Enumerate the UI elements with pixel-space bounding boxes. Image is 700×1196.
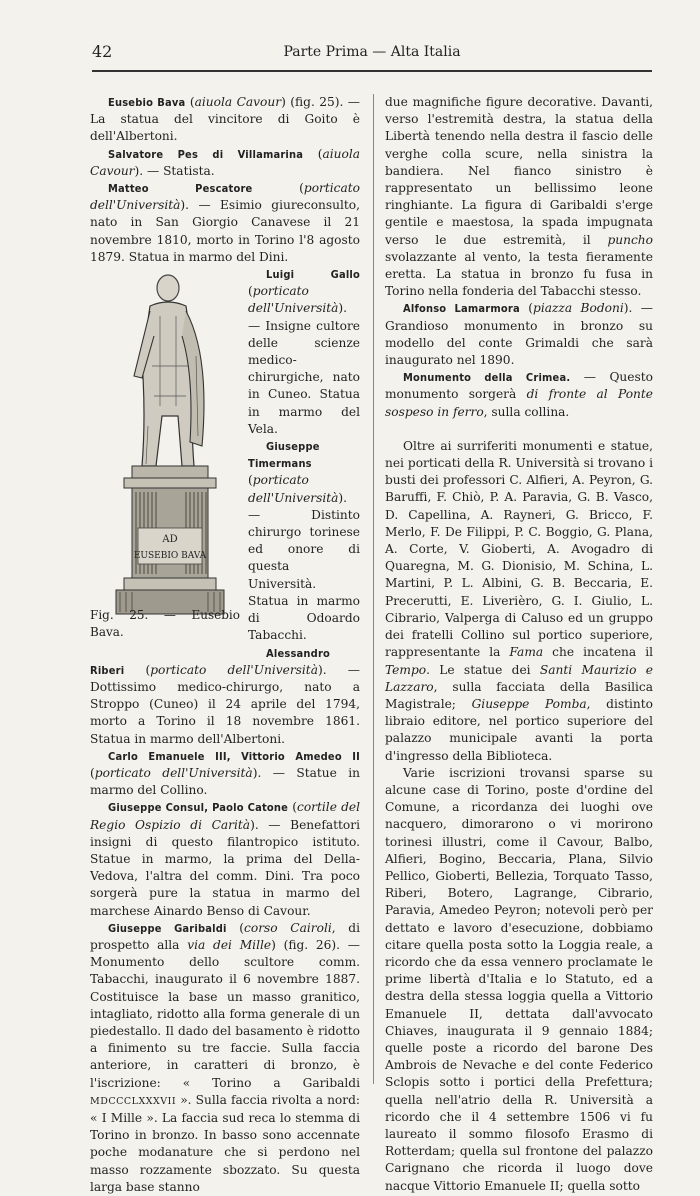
column-divider [373,94,374,1084]
pedestal-line1: AD [162,534,178,546]
left-column [90,94,360,1196]
entry-riberi: Alessandro Riberi (porticato dell'Università). — Dottissimo medico-chirurgo, nato a Stroppo (Cuneo) il 24 aprile del 1794, morto a Torino il 18 novembre 1861. Statua in marmo dell'Albertoni. [90,646,360,746]
figure-25 [90,266,240,641]
running-title: Parte Prima — Alta Italia [283,44,461,60]
page-header [92,42,652,66]
statue-illustration [90,266,240,621]
busts-paragraph: Oltre ai surriferiti monumenti e statue, nei porticati della R. Università si trovano i busti dei professori C. Alfieri, A. Peyron, G. Baruffi, F. Chiò, P. A. Paravia, G. B. Vasco, D. Capellina, A. Rayneri, G. Bricco, F. Merlo, F. De Filippi, P. C. Boggio, G. Plana, A. Corte, V. Gioberti, A. Avogadro di Quaregna, M. G. Dionisio, M. Schina, L. Martini, P. L. Albini, G. B. Beccaria, E. Precerutti, E. Liverièro, G. I. Giulio, L. Cibrario, Valperga di Caluso ed un gruppo dei fratelli Collino sul portico superiore, rappresentante la Fama che incatena il Tempo. Le statue dei Santi Maurizio e Lazzaro, sulla facciata della Basilica Magistrale; Giuseppe Pomba, distinto libraio editore, nel portico superiore del palazzo municipale avanti la porta d'ingresso della Biblioteca. [385,438,654,763]
page-number: 42 [92,42,113,61]
pedestal-line2: EUSEBIO BAVA [133,551,207,562]
entry-pes-villamarina: Salvatore Pes di Villamarina (aiuola Cavour). — Statista. [90,146,360,178]
entry-luigi-gallo: Luigi Gallo (porticato dell'Università). — Insigne cultore delle scienze medico-chirurgiche, nato in Cuneo. Statua in marmo del Vela. [248,268,360,436]
figure-block [90,266,360,748]
entry-carlo-emanuele: Carlo Emanuele III, Vittorio Amedeo II (porticato dell'Università). — Statue in marmo del Collino. [90,749,360,798]
right-column [385,94,653,1195]
header-rule [92,70,652,72]
entry-lamarmora: Alfonso Lamarmora (piazza Bodoni). — Grandioso monumento in bronzo su modello del conte Grimaldi che sarà inaugurato nel 1890. [385,301,653,368]
inscriptions-paragraph: Varie iscrizioni trovansi sparse su alcune case di Torino, poste d'ordine del Comune, a ricordanza dei luoghi ove nacquero, dimorarono o vi morirono torinesi illustri, come il Cavour, Balbo, Alfieri, Bogino, Beccaria, Plana, Silvio Pellico, Gioberti, Bellezia, Torquato Tasso, Riberi, Botero, Lagrange, Cibrario, Paravia, Amedeo Peyron; notevoli però per dettato e lavoro d'esecuzione, dobbiamo citare quella posta sotto la Loggia reale, a ricordo che da essa vennero proclamate le prime libertà d'Italia e lo Statuto, ed a destra della stessa loggia quella a Vittorio Emanuele II, dettata dall'avvocato Chiaves, inaugurata il 9 gennaio 1884; quelle poste a ricordo del barone Des Ambrois de Nevache e del conte Federico Sclopis sotto i portici della Prefettura; quella nell'atrio della R. Università a ricordo che il 4 settembre 1506 vi fu laureato il sommo filosofo Erasmo di Rotterdam; quella sul frontone del palazzo Carignano che ricorda il luogo dove nacque Vittorio Emanuele II; quella sotto [385,765,653,1193]
figure-caption: Fig. 25. — Eusebio Bava. [90,607,240,639]
entry-matteo-pescatore: Matteo Pescatore (porticato dell'Università). — Esimio giureconsulto, nato in San Giorgio Canavese il 21 novembre 1810, morto in Torino l'8 agosto 1879. Statua in marmo del Dini. [90,181,360,264]
entry-eusebio-bava: Eusebio Bava (aiuola Cavour) (fig. 25). — La statua del vincitore di Goito è dell'Albertoni. [90,95,360,144]
entry-consul-catone: Giuseppe Consul, Paolo Catone (cortile del Regio Ospizio di Carità). — Benefattori insigni di questo filantropico istituto. Statue in marmo, la prima del Della-Vedova, l'altra del comm. Dini. Tra poco sorgerà pure la statua in marmo del marchese Ainardo Benso di Cavour. [90,800,360,918]
entry-garibaldi: Giuseppe Garibaldi (corso Cairoli, di prospetto alla via dei Mille) (fig. 26). — Monumento dello scultore comm. Tabacchi, inaugurato il 6 novembre 1887. Costituisce la base un masso granitico, intagliato, ridotto alla forma generale di un piedestallo. Il dado del basamento è ridotto a finimento su tre faccie. Sulla faccia anteriore, in caratteri di bronzo, è l'iscrizione: « Torino a Garibaldi MDCCCLXXXVII ». Sulla faccia rivolta a nord: « I Mille ». La faccia sud reca lo stemma di Torino in bronzo. In basso sono accennate poche modanature che si perdono nel masso rozzamente sbozzato. Su questa larga base stanno [90,920,361,1194]
garibaldi-continuation: due magnifiche figure decorative. Davanti, verso l'estremità destra, la statua della Libertà tenendo nella destra il fascio delle verghe colla scure, nella sinistra la bandiera. Nel fianco sinistro è rappresentato un bellissimo leone ringhiante. La figura di Garibaldi s'erge gentile e maestosa, la spada impugnata verso le due estremità, il puncho svolazzante al vento, la testa fieramente eretta. La statua in bronzo fu fusa in Torino nella fonderia del Tabacchi stesso. [385,95,653,299]
entry-crimea: Monumento della Crimea. — Questo monumento sorgerà di fronte al Ponte sospeso in ferro, sulla collina. [385,370,654,419]
entry-timermans: Giuseppe Timermans (porticato dell'Università). — Distinto chirurgo torinese ed onore di questa Università. Statua in marmo di Odoardo Tabacchi. [248,440,360,643]
